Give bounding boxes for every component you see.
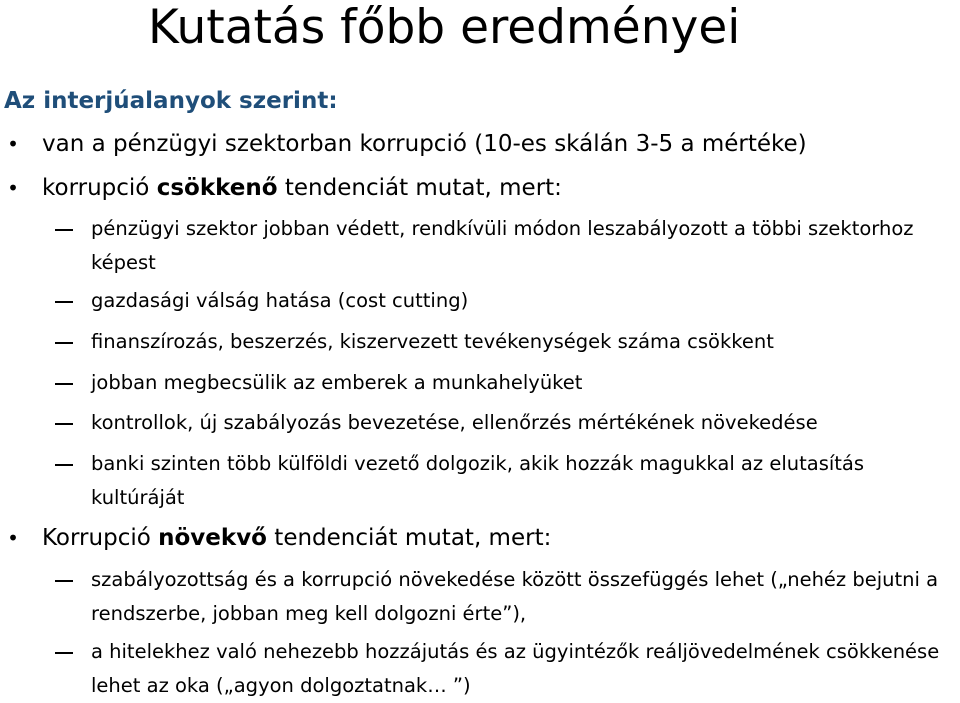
dash-icon: [55, 383, 73, 385]
bullet-text: van a pénzügyi szektorban korrupció (10-es skálán 3-5 a mértéke): [42, 131, 807, 157]
section-heading: Az interjúalanyok szerint:: [4, 88, 338, 114]
bullet-icon: •: [7, 526, 19, 550]
sub-item-text: jobban megbecsülik az emberek a munkahelyüket: [91, 371, 583, 394]
emphasis-text: csökkenő: [156, 175, 278, 201]
dash-icon: [55, 580, 73, 582]
emphasis-text: növekvő: [158, 525, 267, 551]
dash-icon: [55, 423, 73, 425]
bullet-icon: •: [7, 176, 19, 200]
dash-icon: [55, 652, 73, 654]
sub-item-text: szabályozottság és a korrupció növekedése között összefüggés lehet („nehéz bejutni a rendszerbe, jobban meg kell dolgozni érte”),: [91, 568, 939, 625]
sub-item-text: pénzügyi szektor jobban védett, rendkívüli módon leszabályozott a többi szektorhoz képest: [91, 217, 914, 274]
dash-icon: [55, 464, 73, 466]
bullet-text: korrupció csökkenő tendenciát mutat, mert:: [42, 175, 562, 201]
sub-item-text: a hitelekhez való nehezebb hozzájutás és az ügyintézők reáljövedelmének csökkenése lehet az oka („agyon dolgoztatnak… ”): [91, 640, 940, 697]
dash-icon: [55, 229, 73, 231]
dash-icon: [55, 301, 73, 303]
sub-item-text: finanszírozás, beszerzés, kiszervezett tevékenységek száma csökkent: [91, 330, 774, 353]
sub-item-text: kontrollok, új szabályozás bevezetése, ellenőrzés mértékének növekedése: [91, 411, 818, 434]
bullet-text: Korrupció növekvő tendenciát mutat, mert:: [42, 525, 552, 551]
dash-icon: [55, 342, 73, 344]
sub-item-text: gazdasági válság hatása (cost cutting): [91, 289, 469, 312]
bullet-icon: •: [7, 132, 19, 156]
sub-item-text: banki szinten több külföldi vezető dolgozik, akik hozzák magukkal az elutasítás kultúráját: [91, 452, 865, 509]
slide-title: Kutatás főbb eredményei: [148, 0, 741, 55]
